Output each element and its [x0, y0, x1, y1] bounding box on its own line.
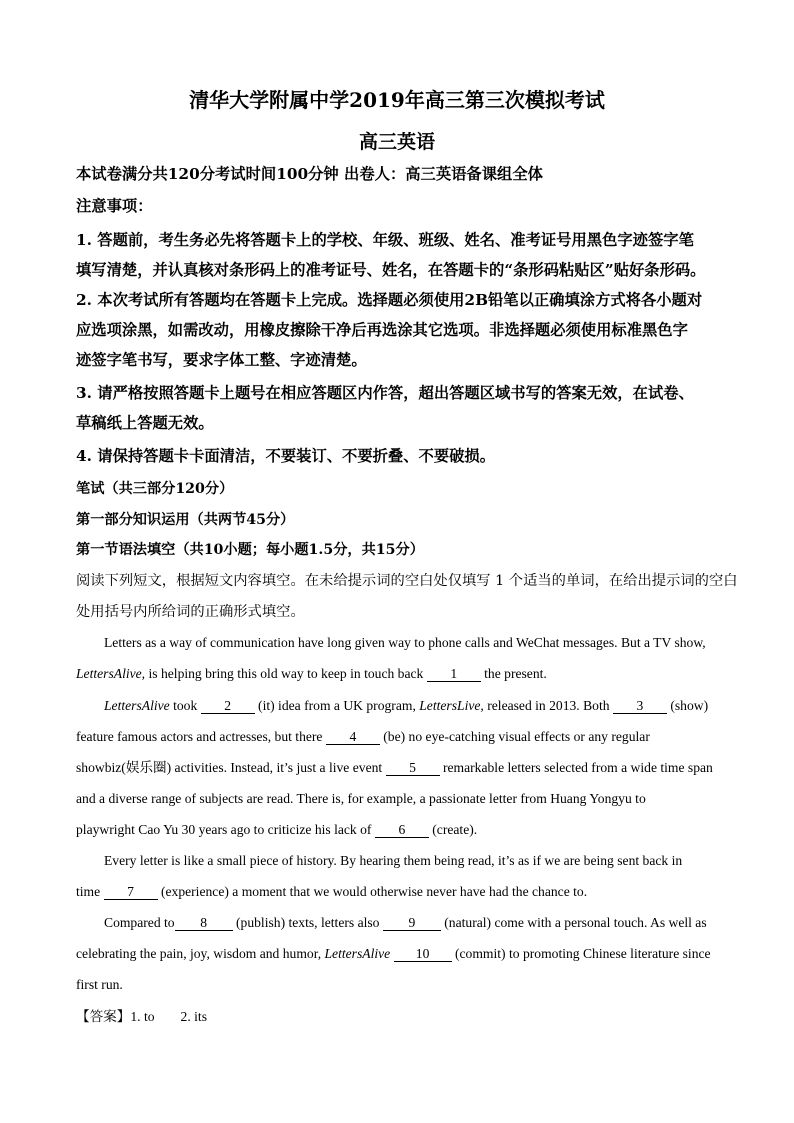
notes-heading: 注意事项：: [76, 197, 153, 215]
blank-1: 1: [427, 666, 481, 682]
passage-line: and a diverse range of subjects are read. There is, for example, a passionate letter from Huang Yongyu to: [76, 791, 646, 806]
show-name: LettersAlive: [104, 698, 170, 713]
passage-line: Letters as a way of communication have long given way to phone calls and WeChat messages. But a TV show,: [104, 635, 706, 650]
passage-text: is helping bring this old way to keep in touch back: [145, 666, 427, 681]
note-2-line-2: 应选项涂黑，如需改动，用橡皮擦除干净后再选涂其它选项。非选择题必须使用标准黑色字: [76, 321, 688, 339]
passage-text: (publish) texts, letters also: [232, 915, 383, 930]
answer-line: [76, 1007, 207, 1027]
passage-line: [76, 944, 711, 964]
passage-line: [76, 758, 713, 778]
answer-2: 2. its: [180, 1009, 207, 1024]
note-1-line-1: 1. 答题前，考生务必先将答题卡上的学校、年级、班级、姓名、准考证号用黑色字迹签字笔: [76, 231, 694, 249]
note-2-line-1: 2. 本次考试所有答题均在答题卡上完成。选择题必须使用2B铅笔以正确填涂方式将各小题对: [76, 291, 703, 309]
show-name: LettersAlive,: [76, 666, 146, 681]
blank-3: 3: [613, 698, 667, 714]
blank-5: 5: [386, 760, 440, 776]
instructions-line-1: 阅读下列短文，根据短文内容填空。在未给提示词的空白处仅填写 1 个适当的单词，在给出提示词的空白: [76, 573, 738, 589]
passage-text: (natural) come with a personal touch. As well as: [440, 915, 707, 930]
passage-text: (it) idea from a UK program,: [254, 698, 420, 713]
exam-subtitle: 高三英语: [358, 131, 435, 153]
note-3-line-1: 3. 请严格按照答题卡上题号在相应答题区内作答，超出答题区域书写的答案无效，在试卷、: [76, 384, 694, 402]
passage-text: (experience) a moment that we would otherwise never have had the chance to.: [157, 884, 588, 899]
exam-title: 清华大学附属中学2019年高三第三次模拟考试: [189, 88, 605, 112]
passage-line: [76, 820, 477, 840]
passage-text: took: [169, 698, 201, 713]
passage-line: [76, 727, 650, 747]
written-heading: 笔试（共三部分120分）: [76, 481, 234, 497]
answer-1: 1. to: [130, 1009, 155, 1024]
program-name: LettersLive,: [419, 698, 484, 713]
passage-line: [76, 882, 587, 902]
passage-text: (create).: [428, 822, 478, 837]
passage-text: Compared to: [104, 915, 175, 930]
exam-info: 本试卷满分共120分考试时间100分钟 出卷人：高三英语备课组全体: [76, 165, 543, 183]
note-1-line-2: 填写清楚，并认真核对条形码上的准考证号、姓名，在答题卡的“条形码粘贴区”贴好条形码。: [76, 261, 706, 279]
blank-7: 7: [104, 884, 158, 900]
passage-line: Every letter is like a small piece of history. By hearing them being read, it’s as if we are being sent back in: [104, 853, 683, 868]
passage-text: showbiz(娱乐圈) activities. Instead, it’s just a live event: [76, 760, 386, 775]
part1-heading: 第一部分知识运用（共两节45分）: [76, 512, 295, 528]
passage-line: [104, 696, 708, 716]
passage-text: the present.: [480, 666, 547, 681]
passage-line: first run.: [76, 977, 123, 992]
blank-10: 10: [394, 946, 452, 962]
note-2-line-3: 迹签字笔书写，要求字体工整、字迹清楚。: [76, 351, 367, 369]
blank-6: 6: [375, 822, 429, 838]
instructions-line-2: 处用括号内所给词的正确形式填空。: [76, 604, 305, 620]
show-name: LettersAlive: [324, 946, 391, 961]
blank-4: 4: [326, 729, 380, 745]
blank-2: 2: [201, 698, 255, 714]
blank-8: 8: [175, 915, 233, 931]
passage-text: released in 2013. Both: [483, 698, 613, 713]
passage-text: time: [76, 884, 104, 899]
passage-line: [76, 664, 547, 684]
passage-text: celebrating the pain, joy, wisdom and humor,: [76, 946, 325, 961]
note-4-line-1: 4. 请保持答题卡卡面清洁，不要装订、不要折叠、不要破损。: [76, 447, 496, 465]
passage-text: remarkable letters selected from a wide time span: [439, 760, 713, 775]
passage-text: (be) no eye-catching visual effects or any regular: [379, 729, 650, 744]
answer-label: 【答案】: [76, 1009, 131, 1025]
passage-text: feature famous actors and actresses, but there: [76, 729, 326, 744]
passage-text: playwright Cao Yu 30 years ago to criticize his lack of: [76, 822, 375, 837]
section1-heading: 第一节语法填空（共10小题；每小题1.5分，共15分）: [76, 542, 424, 558]
passage-line: [104, 913, 707, 933]
blank-9: 9: [383, 915, 441, 931]
note-3-line-2: 草稿纸上答题无效。: [76, 414, 214, 432]
passage-text: (show): [666, 698, 709, 713]
passage-text: (commit) to promoting Chinese literature since: [451, 946, 711, 961]
